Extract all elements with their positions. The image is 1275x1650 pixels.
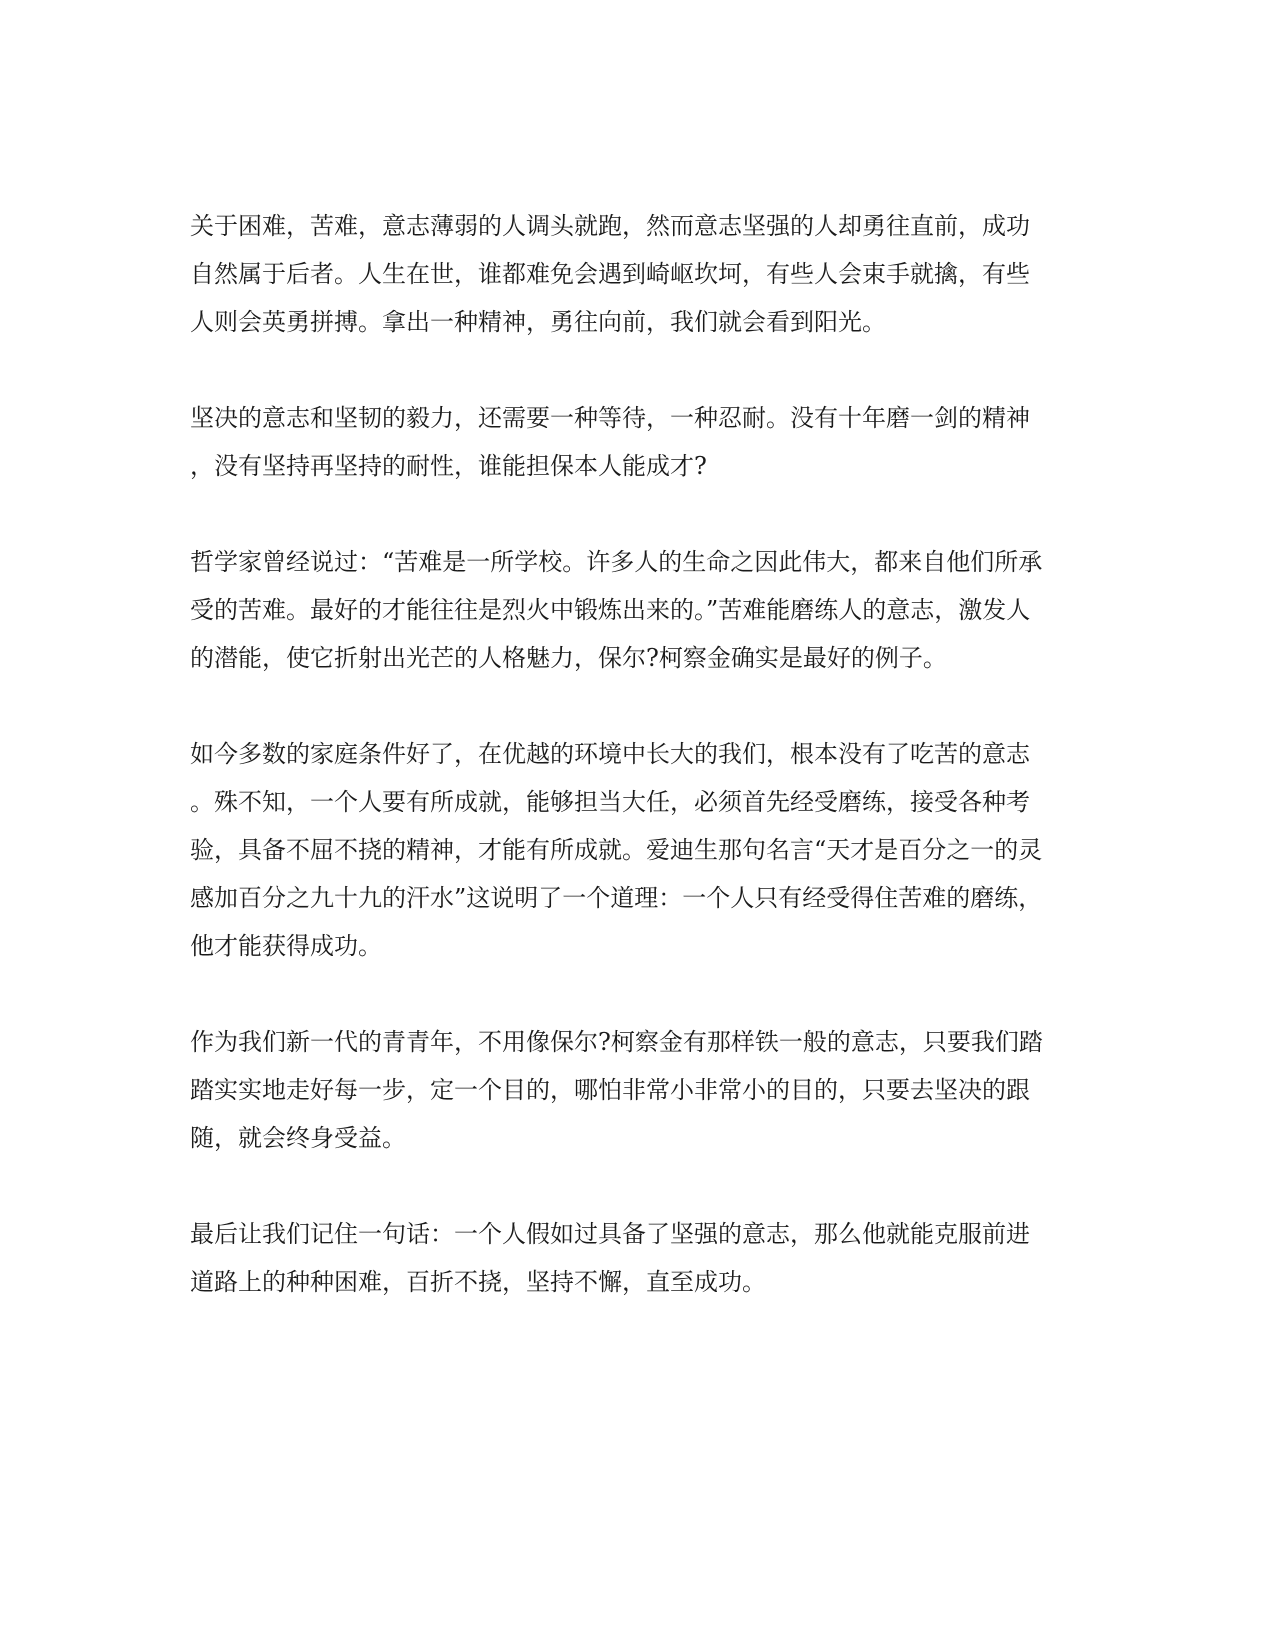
text-line: ，没有坚持再坚持的耐性，谁能担保本人能成才? [190, 452, 707, 480]
paragraph [190, 538, 1080, 682]
text-line: 踏实实地走好每一步，定一个目的，哪怕非常小非常小的目的，只要去坚决的跟 [190, 1076, 1030, 1104]
paragraph [190, 730, 1080, 970]
text-line: 。殊不知，一个人要有所成就，能够担当大任，必须首先经受磨练，接受各种考 [190, 788, 1030, 816]
text-line: 随，就会终身受益。 [190, 1124, 406, 1152]
text-line: 作为我们新一代的青青年，不用像保尔?柯察金有那样铁一般的意志，只要我们踏 [190, 1028, 1043, 1056]
text-line: 受的苦难。最好的才能往往是烈火中锻炼出来的。”苦难能磨练人的意志，激发人 [190, 596, 1031, 624]
text-line: 关于困难，苦难，意志薄弱的人调头就跑，然而意志坚强的人却勇往直前，成功 [190, 212, 1030, 240]
text-line: 的潜能，使它折射出光芒的人格魅力，保尔?柯察金确实是最好的例子。 [190, 644, 947, 672]
text-line: 感加百分之九十九的汗水”这说明了一个道理：一个人只有经受得住苦难的磨练， [190, 884, 1043, 912]
text-line: 自然属于后者。人生在世，谁都难免会遇到崎岖坎坷，有些人会束手就擒，有些 [190, 260, 1030, 288]
text-line: 最后让我们记住一句话：一个人假如过具备了坚强的意志，那么他就能克服前进 [190, 1220, 1030, 1248]
text-line: 他才能获得成功。 [190, 932, 382, 960]
text-line: 道路上的种种困难，百折不挠，坚持不懈，直至成功。 [190, 1268, 766, 1296]
paragraph [190, 202, 1080, 346]
text-line: 人则会英勇拼搏。拿出一种精神，勇往向前，我们就会看到阳光。 [190, 308, 886, 336]
paragraph [190, 394, 1080, 490]
paragraph [190, 1210, 1080, 1306]
text-line: 坚决的意志和坚韧的毅力，还需要一种等待，一种忍耐。没有十年磨一剑的精神 [190, 404, 1030, 432]
document-body [190, 202, 1080, 1306]
text-line: 验，具备不屈不挠的精神，才能有所成就。爱迪生那句名言“天才是百分之一的灵 [190, 836, 1043, 864]
text-line: 如今多数的家庭条件好了，在优越的环境中长大的我们，根本没有了吃苦的意志 [190, 740, 1030, 768]
paragraph [190, 1018, 1080, 1162]
text-line: 哲学家曾经说过：“苦难是一所学校。许多人的生命之因此伟大，都来自他们所承 [190, 548, 1043, 576]
